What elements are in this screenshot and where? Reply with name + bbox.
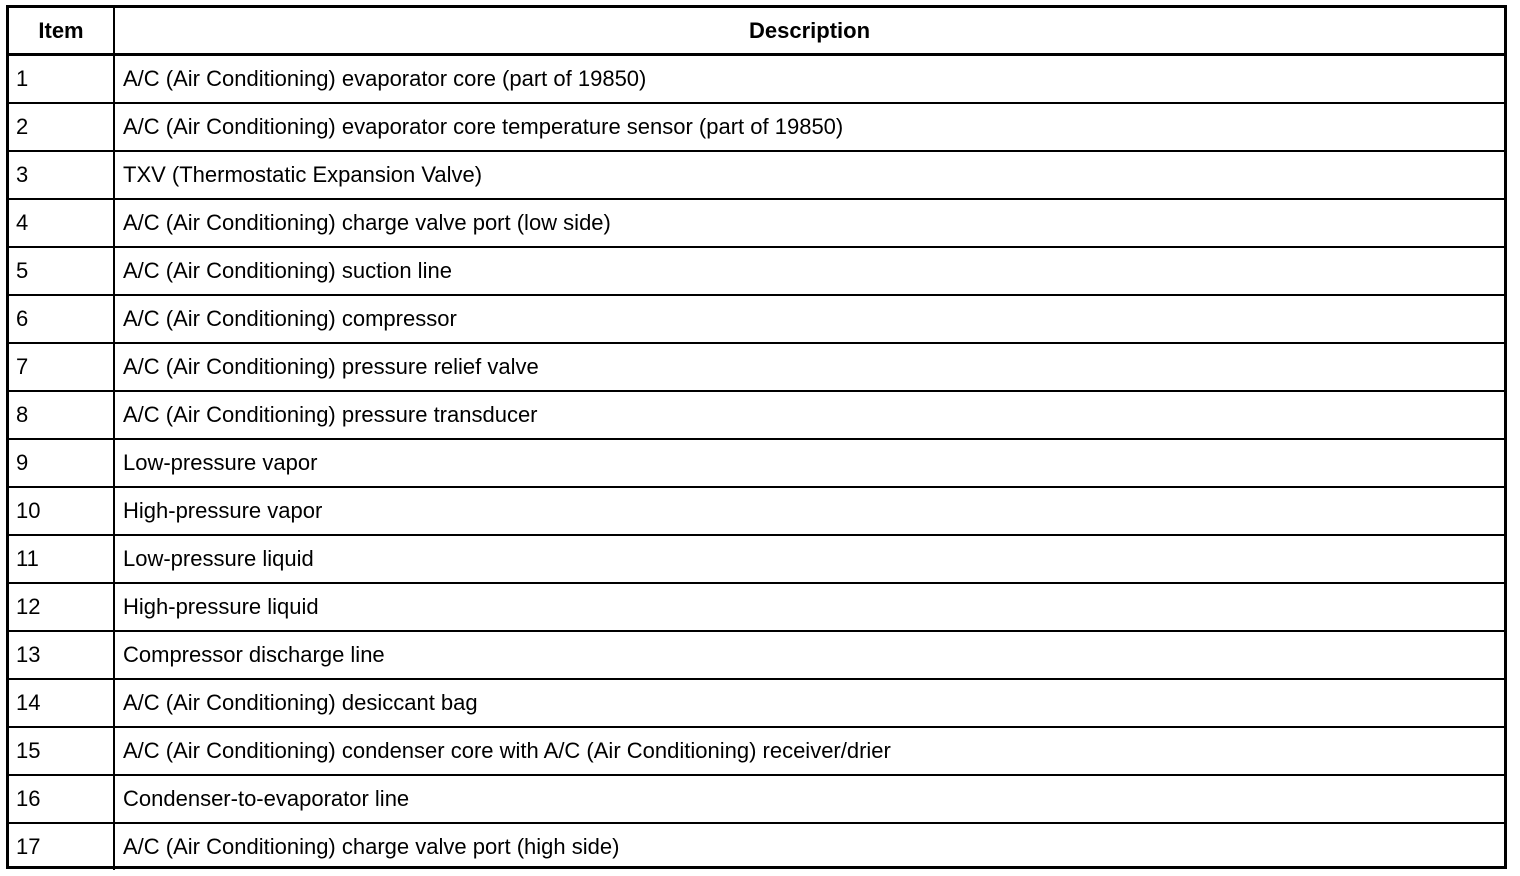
item-number: 11	[9, 535, 114, 583]
table-row	[9, 199, 1504, 247]
description-column-header: Description	[114, 8, 1504, 55]
item-description: A/C (Air Conditioning) evaporator core temperature sensor (part of 19850)	[114, 103, 1504, 151]
item-number: 9	[9, 439, 114, 487]
item-description: Compressor discharge line	[114, 631, 1504, 679]
item-number: 10	[9, 487, 114, 535]
item-number: 4	[9, 199, 114, 247]
table-row	[9, 247, 1504, 295]
item-description: Low-pressure liquid	[114, 535, 1504, 583]
table-body	[9, 55, 1504, 871]
table-row	[9, 103, 1504, 151]
table-row	[9, 391, 1504, 439]
item-number: 2	[9, 103, 114, 151]
item-description: High-pressure liquid	[114, 583, 1504, 631]
table-row	[9, 151, 1504, 199]
table-row	[9, 343, 1504, 391]
item-description: A/C (Air Conditioning) charge valve port (low side)	[114, 199, 1504, 247]
item-description: High-pressure vapor	[114, 487, 1504, 535]
item-description: A/C (Air Conditioning) desiccant bag	[114, 679, 1504, 727]
item-number: 12	[9, 583, 114, 631]
item-description: Low-pressure vapor	[114, 439, 1504, 487]
item-number: 5	[9, 247, 114, 295]
table-row	[9, 679, 1504, 727]
table-row	[9, 583, 1504, 631]
item-number: 7	[9, 343, 114, 391]
item-description: A/C (Air Conditioning) suction line	[114, 247, 1504, 295]
item-number: 15	[9, 727, 114, 775]
table-row	[9, 295, 1504, 343]
item-column-header: Item	[9, 8, 114, 55]
table-row	[9, 727, 1504, 775]
item-description: TXV (Thermostatic Expansion Valve)	[114, 151, 1504, 199]
item-number: 17	[9, 823, 114, 870]
item-description: Condenser-to-evaporator line	[114, 775, 1504, 823]
item-number: 8	[9, 391, 114, 439]
item-description: A/C (Air Conditioning) evaporator core (part of 19850)	[114, 55, 1504, 104]
table-row	[9, 535, 1504, 583]
item-description: A/C (Air Conditioning) charge valve port (high side)	[114, 823, 1504, 870]
parts-table	[9, 8, 1504, 870]
item-number: 3	[9, 151, 114, 199]
table-row	[9, 631, 1504, 679]
item-description: A/C (Air Conditioning) condenser core with A/C (Air Conditioning) receiver/drier	[114, 727, 1504, 775]
table-row	[9, 823, 1504, 870]
item-description: A/C (Air Conditioning) pressure transducer	[114, 391, 1504, 439]
item-number: 13	[9, 631, 114, 679]
item-number: 6	[9, 295, 114, 343]
item-description: A/C (Air Conditioning) compressor	[114, 295, 1504, 343]
item-number: 16	[9, 775, 114, 823]
parts-table-frame	[6, 5, 1507, 869]
table-row	[9, 439, 1504, 487]
table-row	[9, 775, 1504, 823]
item-description: A/C (Air Conditioning) pressure relief valve	[114, 343, 1504, 391]
item-number: 1	[9, 55, 114, 104]
table-header-row	[9, 8, 1504, 55]
item-number: 14	[9, 679, 114, 727]
table-row	[9, 487, 1504, 535]
table-row	[9, 55, 1504, 104]
